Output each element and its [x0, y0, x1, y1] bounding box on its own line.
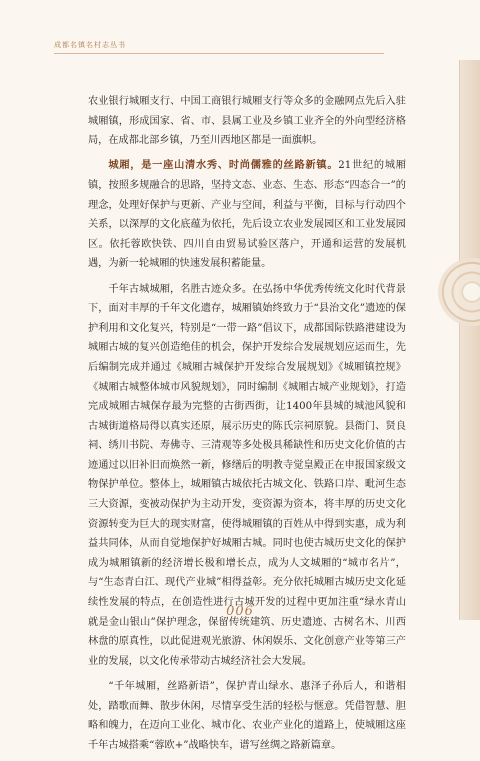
paragraph-1-text: 农业银行城厢支行、中国工商银行城厢支行等众多的金融网点先后入驻城厢镇，形成国家、省、市、县属工业及乡镇工业齐全的外向型经济格局，在成都北部乡镇，乃至川西地区都是一面旗帜。 — [88, 96, 406, 147]
decorative-seal-icon — [438, 258, 480, 326]
page-number: 006 — [226, 604, 254, 619]
paragraph-1 — [88, 92, 406, 151]
body-text — [88, 92, 406, 761]
paragraph-4-text: “千年城厢，丝路新语”，保护青山绿水、惠泽子孙后人，和谐相处，踏歌而舞、散步休闲，尽情享受生活的轻松与惬意。凭借智慧、胆略和魄力，在迈向工业化、城市化、农业产业化的道路上，使城厢这座千年古城搭乘“蓉欧+”战略快车，谱写丝绸之路新篇章。 — [88, 681, 406, 751]
paragraph-2-heading: 城厢，是一座山清水秀、时尚儒雅的丝路新镇。 — [108, 159, 339, 172]
paragraph-4 — [88, 677, 406, 755]
paragraph-2 — [88, 156, 406, 274]
book-series-title: 成都名镇名村志丛书 — [54, 41, 126, 49]
paragraph-3-text: 千年古城城厢，名胜古迹众多。在弘扬中华优秀传统文化时代背景下，面对丰厚的千年文化遗存，城厢镇始终致力于“县治文化”遗迹的保护利用和文化复兴，特别是“一带一路”倡议下，成都国际铁路港建设为城厢古城的复兴创造绝佳的机会，保护开发综合发展规划应运而生，先后编制完成并通过《城厢古城保护开发综合发展规划》《城厢镇控规》《城厢古城整体城市风貌规划》，同时编制《城厢古城产业规划》，打造完成城厢古城保存最为完整的古街西街，让1400年县城的城池风貌和古城街道格局得以真实还原，展示历史的陈氏宗祠原貌。县衙门、贤良祠、绣川书院、寿佛寺、三清观等多处极具稀缺性和历史文化价值的古迹通过以旧补旧而焕然一新，修缮后的明教寺觉皇殿正在申报国家级文物保护单位。整体上，城厢镇古城依托古城文化、铁路口岸、毗河生态三大资源，变被动保护为主动开发，变资源为资本，将丰厚的历史文化资源转变为巨大的现实财富，使得城厢镇的百姓从中得到实惠，成为利益共同体，从而自觉地保护好城厢古城。同时也使古城历史文化的保护成为城厢镇新的经济增长极和增长点，成为人文城厢的“城市名片”，与“生态青白江、现代产业城”相得益彰。充分依托城厢古城历史文化延续性发展的特点，在创造性进行古城开发的过程中更加注重“绿水青山就是金山银山”保护理念，保留传统建筑、历史遗迹、古树名木、川西林盘的原真性，以此促进观光旅游、休闲娱乐、文化创意产业等第三产业的发展，以文化传承带动古城经济社会大发展。 — [88, 283, 406, 667]
decorative-side-tab — [459, 60, 480, 620]
paragraph-2-text: 21世纪的城厢镇，按照多规融合的思路，坚持文态、业态、生态、形态“四态合一”的理念，处理好保护与更新、产业与空间，利益与平衡，目标与行动四个关系，以深厚的文化底蕴为依托，先后设立农业发展园区和工业发展园区。依托蓉欧快铁、四川自由贸易试验区落户，开通和运营的发展机遇，为新一轮城厢的快速发展积蓄能量。 — [88, 160, 406, 270]
header-rule — [54, 53, 384, 54]
